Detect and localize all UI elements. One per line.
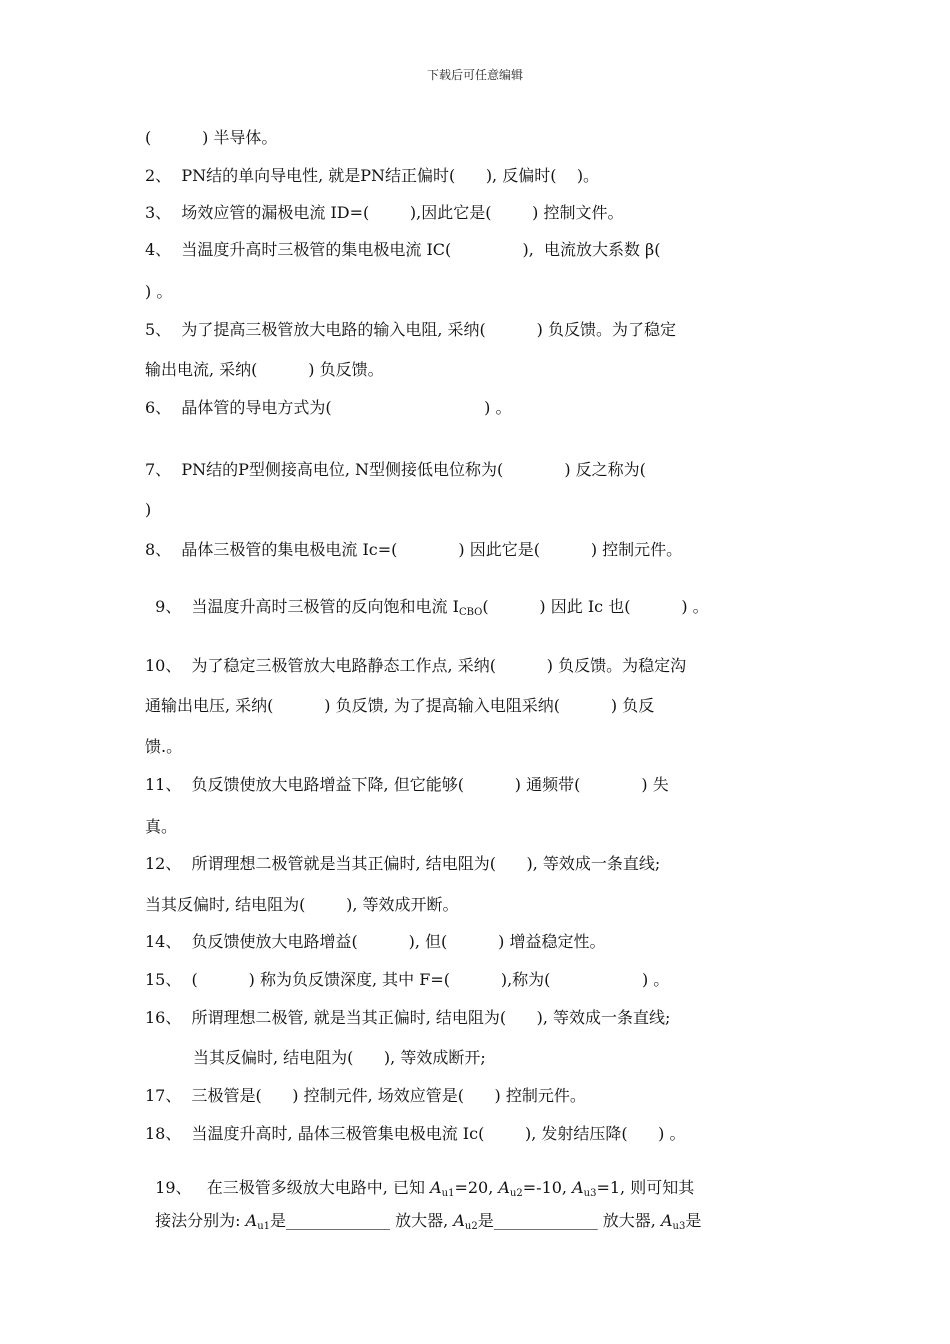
answer-blank: _____________ [286,1211,391,1230]
question-8: 8、 晶体三极管的集电极电流 Ic=( ) 因此它是( ) 控制元件。 [145,540,683,559]
question-15: 15、 ( ) 称为负反馈深度, 其中 F=( ),称为( ) 。 [145,970,670,989]
question-16-cont: 当其反偏时, 结电阻为( ), 等效成断开; [193,1048,486,1067]
question-3: 3、 场效应管的漏极电流 ID=( ),因此它是( ) 控制文件。 [145,203,624,222]
question-12: 12、 所谓理想二极管就是当其正偏时, 结电阻为( ), 等效成一条直线; [145,854,661,873]
question-11-cont: 真。 [145,817,178,836]
question-4-cont: ) 。 [145,282,173,301]
question-16: 16、 所谓理想二极管, 就是当其正偏时, 结电阻为( ), 等效成一条直线; [145,1008,671,1027]
question-17: 17、 三极管是( ) 控制元件, 场效应管是( ) 控制元件。 [145,1086,586,1105]
question-11: 11、 负反馈使放大电路增益下降, 但它能够( ) 通频带( ) 失 [145,775,669,794]
question-10: 10、 为了稳定三极管放大电路静态工作点, 采纳( ) 负反馈。为稳定沟 [145,656,687,675]
question-10-cont: 通输出电压, 采纳( ) 负反馈, 为了提高输入电阻采纳( ) 负反 [145,696,655,715]
question-6: 6、 晶体管的导电方式为( ) 。 [145,398,512,417]
question-18: 18、 当温度升高时, 晶体三极管集电极电流 Ic( ), 发射结压降( ) 。 [145,1124,686,1143]
question-2: 2、 PN结的单向导电性, 就是PN结正偏时( ), 反偏时( )。 [145,166,600,185]
question-5-cont: 输出电流, 采纳( ) 负反馈。 [145,360,384,379]
question-10-cont-2: 馈.。 [145,737,183,756]
answer-blank: _____________ [493,1211,598,1230]
question-1-tail: ( ) 半导体。 [145,128,278,147]
question-5: 5、 为了提高三极管放大电路的输入电阻, 采纳( ) 负反馈。为了稳定 [145,320,676,339]
question-4: 4、 当温度升高时三极管的集电极电流 IC( ), 电流放大系数 β( [145,240,661,259]
question-12-cont: 当其反偏时, 结电阻为( ), 等效成开断。 [145,895,459,914]
question-7: 7、 PN结的P型侧接高电位, N型侧接低电位称为( ) 反之称为( [145,460,646,479]
question-19-cont: 接法分别为: $A_{u1}$是_____________ 放大器, $A_{u2}$是_____________ 放大器, $A_{u3}$是 [155,1211,702,1232]
page-header: 下载后可任意编辑 [426,68,523,82]
question-9: 9、 当温度升高时三极管的反向饱和电流 $I_{CBO}$( ) 因此 Ic 也( ) 。 [155,597,709,618]
question-7-cont: ) [145,500,152,519]
question-19: 19、 在三极管多级放大电路中, 已知 $A_{u1}=20$, $A_{u2}=-10$, $A_{u3}=1$, 则可知其 [155,1178,695,1199]
question-14: 14、 负反馈使放大电路增益( ), 但( ) 增益稳定性。 [145,932,606,951]
